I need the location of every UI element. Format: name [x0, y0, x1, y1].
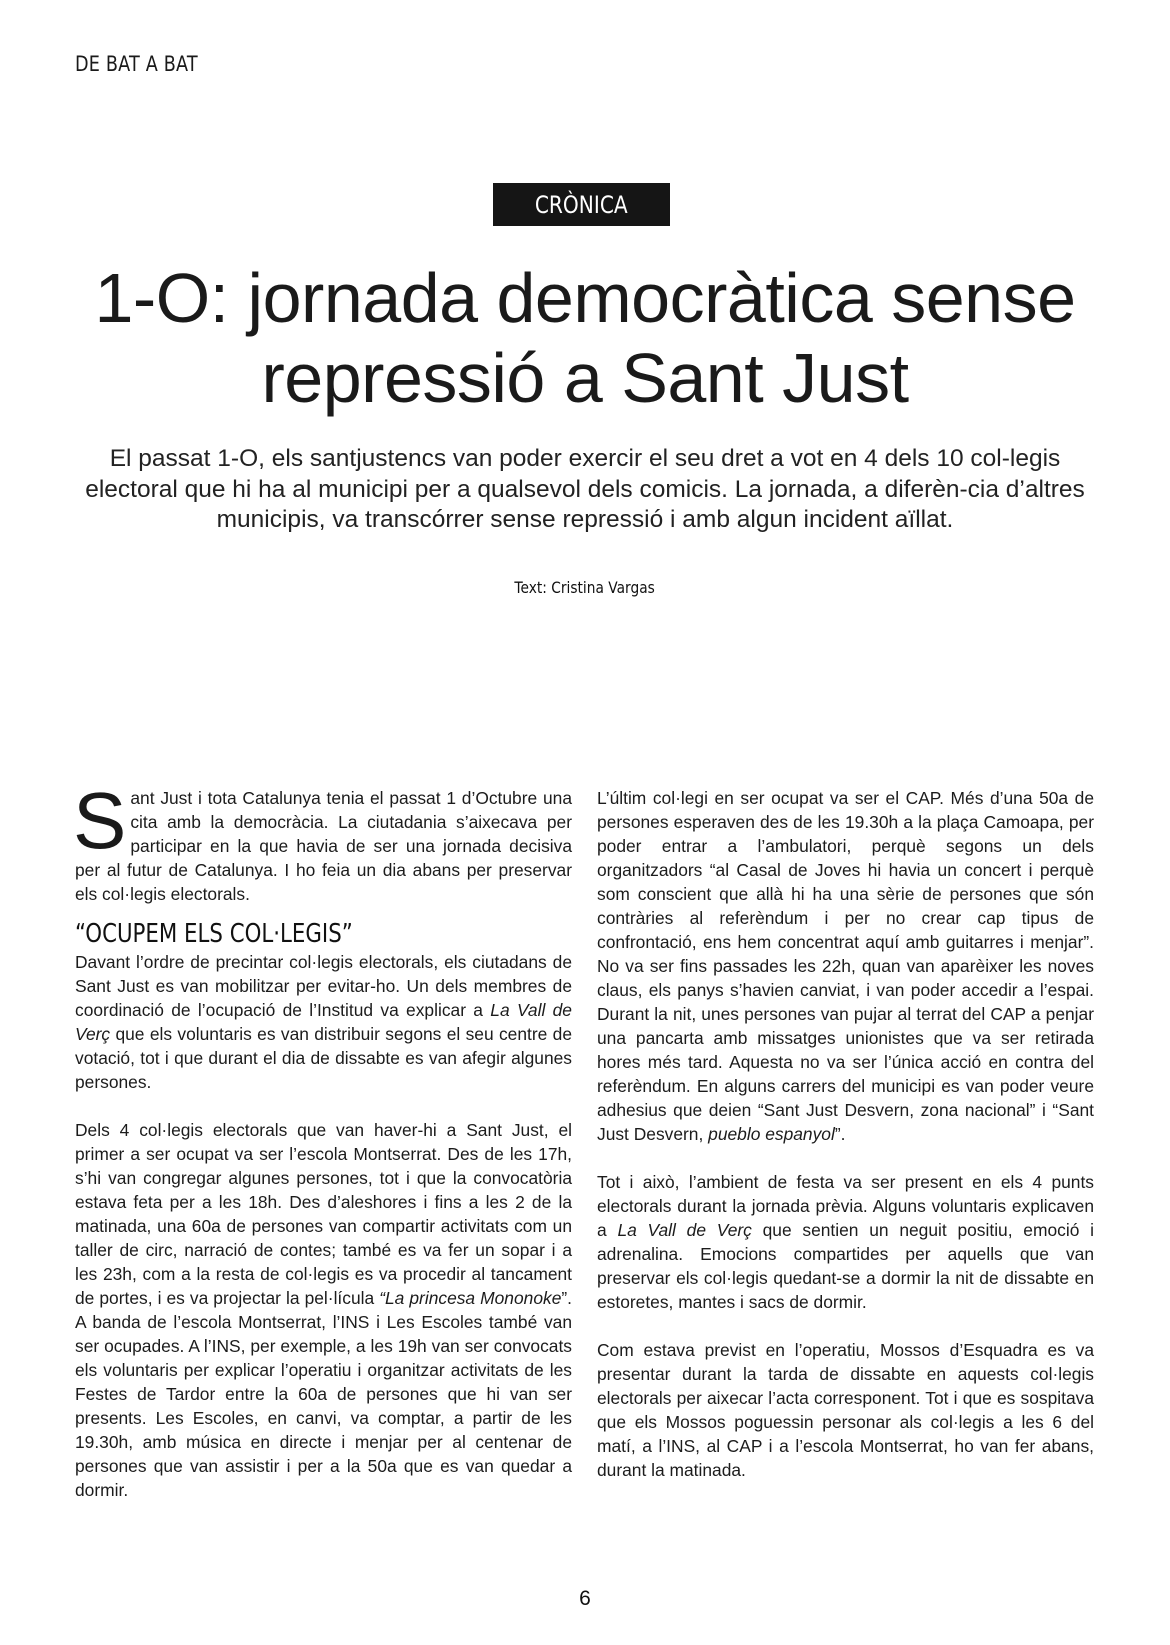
body-paragraph: Com estava previst en l’operatiu, Mossos d’Esquadra es va presentar durant la tarda de dissabte en aquests col·legis electorals per aixecar l’acta corresponent. Tot i que es sospitava que els Mossos poguessin personar als col·legis a les 6 del matí, a l’INS, al CAP i a l’escola Montserrat, ho van fer abans, durant la matinada.: [597, 1340, 1094, 1480]
intro-text: ant Just i tota Catalunya tenia el passat 1 d’Octubre una cita amb la democràcia. La ciutadania s’aixecava per participar en la que havia de ser una jornada decisiva per al futur de Catalunya. I ho feia un dia abans per preservar els col·legis electorals.: [75, 788, 572, 904]
byline-text: Text: Cristina Vargas: [514, 578, 656, 597]
body-paragraph: [597, 1170, 1094, 1314]
subheading: “OCUPEM ELS COL·LEGIS”: [75, 919, 353, 949]
body-paragraph: [597, 786, 1094, 1146]
byline: [0, 578, 1170, 598]
headline: 1-O: jornada democràtica sense repressió a Sant Just: [94, 259, 1076, 417]
intro-paragraph: [73, 776, 572, 906]
left-column: [73, 776, 572, 1502]
section-label: DE BAT A BAT: [75, 52, 198, 76]
text-run: Dels 4 col·legis electorals que van haver-hi a Sant Just, el primer a ser ocupat va ser l’escola Montserrat. Des de les 17h, s’hi van congregar algunes persones, tot i que la convocatòria estava feta per a les 18h. Des d’aleshores i fins a les 2 de la matinada, una 60a de persones van compartir activitats com un taller de circ, narració de contes; també es va fer un sopar i a les 23h, com a la resta de col·legis es va procedir al tancament de portes, i es va projectar la pel·lícula: [75, 1120, 572, 1308]
text-run: que sentien un neguit positiu, emoció i adrenalina. Emocions compartides per aquells que van preservar els col·legis quedant-se a dormir la nit de dissabte en estoretes, mantes i sacs de dormir.: [597, 1220, 1094, 1312]
text-run: L’últim col·legi en ser ocupat va ser el CAP. Més d’una 50a de persones esperaven des de les 19.30h a la plaça Camoapa, per poder entrar a l’ambulatori, perquè segons un dels organitzadors “al Casal de Joves hi havia un concert i perquè som conscient que allà hi ha una sèrie de persones que són contràries al referèndum i per no crear cap tipus de confrontació, ens hem concentrat aquí amb guitarres i menjar”. No va ser fins passades les 22h, quan van aparèixer les noves claus, els panys s’havien canviat, i van poder accedir a l’espai. Durant la nit, unes persones van pujar al terrat del CAP a penjar una pancarta amb missatges unionistes que va ser retirada hores més tard. Aquesta no va ser l’única acció en contra del referèndum. En alguns carrers del municipi es van poder veure adhesius que deien “Sant Just Desvern, zona nacional” i “Sant Just Desvern,: [597, 788, 1094, 1144]
quoted-phrase: pueblo espanyol: [708, 1124, 835, 1144]
lead-paragraph: El passat 1-O, els santjustencs van poder exercir el seu dret a vot en 4 dels 10 col-legis electoral que hi ha al municipi per a qualsevol dels comicis. La jornada, a diferèn-cia d’altres municipis, va transcórrer sense repressió i amb algun incident aïllat.: [85, 445, 1085, 533]
text-run: ”. A banda de l’escola Montserrat, l’INS i Les Escoles també van ser ocupades. A l’INS, per exemple, a les 19h van ser convocats els voluntaris per explicar l’operatiu i organitzar activitats de les Festes de Tardor entre la 60a de persones que hi van ser presents. Les Escoles, en canvi, va comptar, a partir de les 19.30h, amb música en directe i menjar per al centenar de persones que van assistir i per a la 50a que es van quedar a dormir.: [75, 1288, 572, 1500]
right-column: [597, 786, 1094, 1482]
publication-name: La Vall de Verç: [617, 1220, 752, 1240]
category-badge: [493, 183, 670, 226]
dropcap: S: [73, 776, 127, 865]
publication-name: La Vall de Verç: [75, 1000, 572, 1044]
text-run: ”.: [834, 1124, 846, 1144]
text-run: Davant l’ordre de precintar col·legis electorals, els ciutadans de Sant Just es van mobilitzar per evitar-ho. Un dels membres de coordinació de l’ocupació de l’Institud va explicar a: [75, 952, 572, 1020]
film-title: “La princesa Mononoke: [379, 1288, 562, 1308]
category-label: CRÒNICA: [535, 190, 628, 219]
body-paragraph: [75, 1118, 572, 1502]
page-number: 6: [579, 1587, 591, 1610]
body-paragraph: [75, 950, 572, 1094]
text-run: Tot i això, l’ambient de festa va ser present en els 4 punts electorals durant la jornada prèvia. Alguns voluntaris explicaven a: [597, 1172, 1094, 1240]
text-run: que els voluntaris es van distribuir segons el seu centre de votació, tot i que durant el dia de dissabte es van afegir algunes persones.: [75, 1024, 572, 1092]
